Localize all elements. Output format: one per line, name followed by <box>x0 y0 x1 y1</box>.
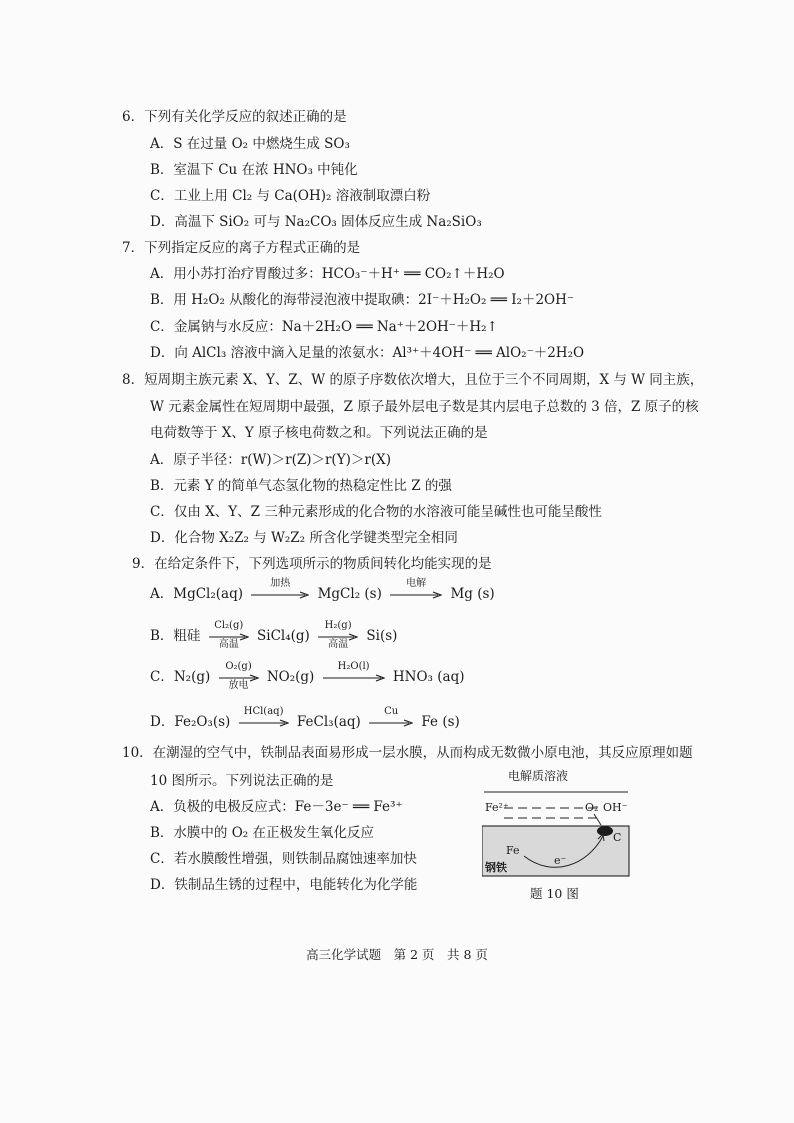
q8-stem-line2: W 元素金属性在短周期中最强，Z 原子最外层电子数是其内层电子总数的 3 倍，Z 原子的核 <box>150 399 699 415</box>
q9-option-c <box>150 660 465 691</box>
q6-option-b: B．室温下 Cu 在浓 HNO₃ 中钝化 <box>150 162 358 178</box>
q9-b-middle: SiCl₄(g) <box>257 628 310 644</box>
q10-option-b: B．水膜中的 O₂ 在正极发生氧化反应 <box>150 825 374 841</box>
q7-stem: 7．下列指定反应的离子方程式正确的是 <box>122 240 361 256</box>
q9-option-d <box>150 705 460 731</box>
q9-c-arrow-1-condition-above: O₂(g) <box>225 660 252 672</box>
q7-option-d: D．向 AlCl₃ 溶液中滴入足量的浓氨水：Al³⁺＋4OH⁻ ══ AlO₂⁻＋2H₂O <box>150 345 585 361</box>
q10-option-d: D．铁制品生锈的过程中，电能转化为化学能 <box>150 877 418 893</box>
q9-c-end: HNO₃ (aq) <box>392 669 465 685</box>
q9-c-arrow-1 <box>219 660 259 691</box>
q9-a-arrow-2 <box>390 577 442 599</box>
q8-stem-line3: 电荷数等于 X、Y 原子核电荷数之和。下列说法正确的是 <box>150 425 488 441</box>
q7-option-c: C．金属钠与水反应：Na＋2H₂O ══ Na⁺＋2OH⁻＋H₂↑ <box>150 319 498 335</box>
fig-carbon-label: C <box>613 831 622 844</box>
q6-option-d: D．高温下 SiO₂ 可与 Na₂CO₃ 固体反应生成 Na₂SiO₃ <box>150 214 482 230</box>
q9-b-arrow-1 <box>209 619 249 650</box>
page-footer: 高三化学试题 第 2 页 共 8 页 <box>306 947 488 962</box>
q9-d-arrow-2-condition: Cu <box>384 705 399 717</box>
q9-a-arrow-2-condition: 电解 <box>406 577 427 589</box>
fig-fe2plus-label: Fe²⁺ <box>485 801 509 814</box>
q9-c-arrow-2 <box>323 660 385 682</box>
q9-b-start: 粗硅 <box>173 628 201 644</box>
q9-c-middle: NO₂(g) <box>266 669 315 685</box>
q9-b-arrow-1-condition-below: 高温 <box>218 638 239 650</box>
q9-b-arrow-2-condition-above: H₂(g) <box>324 619 352 631</box>
q9-a-start: MgCl₂(aq) <box>173 586 243 602</box>
fig-iron-label: Fe <box>506 844 520 857</box>
q9-d-label: D． <box>150 714 175 730</box>
q9-a-middle: MgCl₂ (s) <box>317 586 382 602</box>
q6-option-a: A．S 在过量 O₂ 中燃烧生成 SO₃ <box>150 136 350 152</box>
q8-option-d: D．化合物 X₂Z₂ 与 W₂Z₂ 所含化学键类型完全相同 <box>150 530 458 546</box>
q9-d-middle: FeCl₃(aq) <box>296 714 361 730</box>
fig-o2-label: O₂ <box>585 801 599 814</box>
q10-stem-line1: 10．在潮湿的空气中，铁制品表面易形成一层水膜，从而构成无数微小原电池，其反应原理如题 <box>122 745 693 761</box>
q6-stem: 6．下列有关化学反应的叙述正确的是 <box>122 109 347 125</box>
fig-electron-label: e⁻ <box>554 854 567 867</box>
q9-b-end: Si(s) <box>366 628 398 644</box>
fig-caption: 题 10 图 <box>530 886 579 901</box>
q9-option-b <box>150 619 398 650</box>
fig-oh-label: OH⁻ <box>603 801 628 814</box>
q9-c-label: C． <box>150 669 174 685</box>
q10-option-a: A．负极的电极反应式：Fe－3e⁻ ══ Fe³⁺ <box>150 799 403 815</box>
q9-a-end: Mg (s) <box>450 586 495 602</box>
corrosion-diagram <box>482 770 632 900</box>
q9-stem: 9．在给定条件下，下列选项所示的物质间转化均能实现的是 <box>132 556 492 572</box>
q9-d-arrow-1 <box>239 705 289 727</box>
q10-option-c: C．若水膜酸性增强，则铁制品腐蚀速率加快 <box>150 851 417 867</box>
q9-b-arrow-1-condition-above: Cl₂(g) <box>214 619 244 631</box>
q9-d-end: Fe (s) <box>421 714 460 730</box>
q9-option-a <box>150 577 495 603</box>
q9-b-label: B． <box>150 628 174 644</box>
fig-solution-label: 电解质溶液 <box>508 769 569 783</box>
q10-stem-line2: 10 图所示。下列说法正确的是 <box>150 773 334 789</box>
fig-steel-label: 钢铁 <box>485 861 507 874</box>
q9-c-start: N₂(g) <box>173 669 211 685</box>
q8-option-a: A．原子半径：r(W)＞r(Z)＞r(Y)＞r(X) <box>150 452 391 468</box>
q8-stem-line1: 8．短周期主族元素 X、Y、Z、W 的原子序数依次增大，且位于三个不同周期，X 与 W 同主族， <box>122 372 704 388</box>
q9-c-arrow-1-condition-below: 放电 <box>228 679 249 691</box>
q8-option-b: B．元素 Y 的简单气态氢化物的热稳定性比 Z 的强 <box>150 478 452 494</box>
q9-a-label: A． <box>150 586 174 602</box>
q9-b-arrow-2 <box>318 619 358 650</box>
q8-option-c: C．仅由 X、Y、Z 三种元素形成的化合物的水溶液可能呈碱性也可能呈酸性 <box>150 504 602 520</box>
q7-option-b: B．用 H₂O₂ 从酸化的海带浸泡液中提取碘：2I⁻＋H₂O₂ ══ I₂＋2OH⁻ <box>150 292 575 308</box>
q9-b-arrow-2-condition-below: 高温 <box>328 638 349 650</box>
q9-d-start: Fe₂O₃(s) <box>174 714 231 730</box>
q9-d-arrow-1-condition: HCl(aq) <box>243 705 284 717</box>
q7-option-a: A．用小苏打治疗胃酸过多：HCO₃⁻＋H⁺ ══ CO₂↑＋H₂O <box>150 266 505 282</box>
q9-d-arrow-2 <box>369 705 413 727</box>
q9-a-arrow-1-condition: 加热 <box>270 577 291 589</box>
q6-option-c: C．工业上用 Cl₂ 与 Ca(OH)₂ 溶液制取漂白粉 <box>150 188 431 204</box>
q9-a-arrow-1 <box>251 577 309 599</box>
q9-c-arrow-2-condition: H₂O(l) <box>337 660 370 672</box>
